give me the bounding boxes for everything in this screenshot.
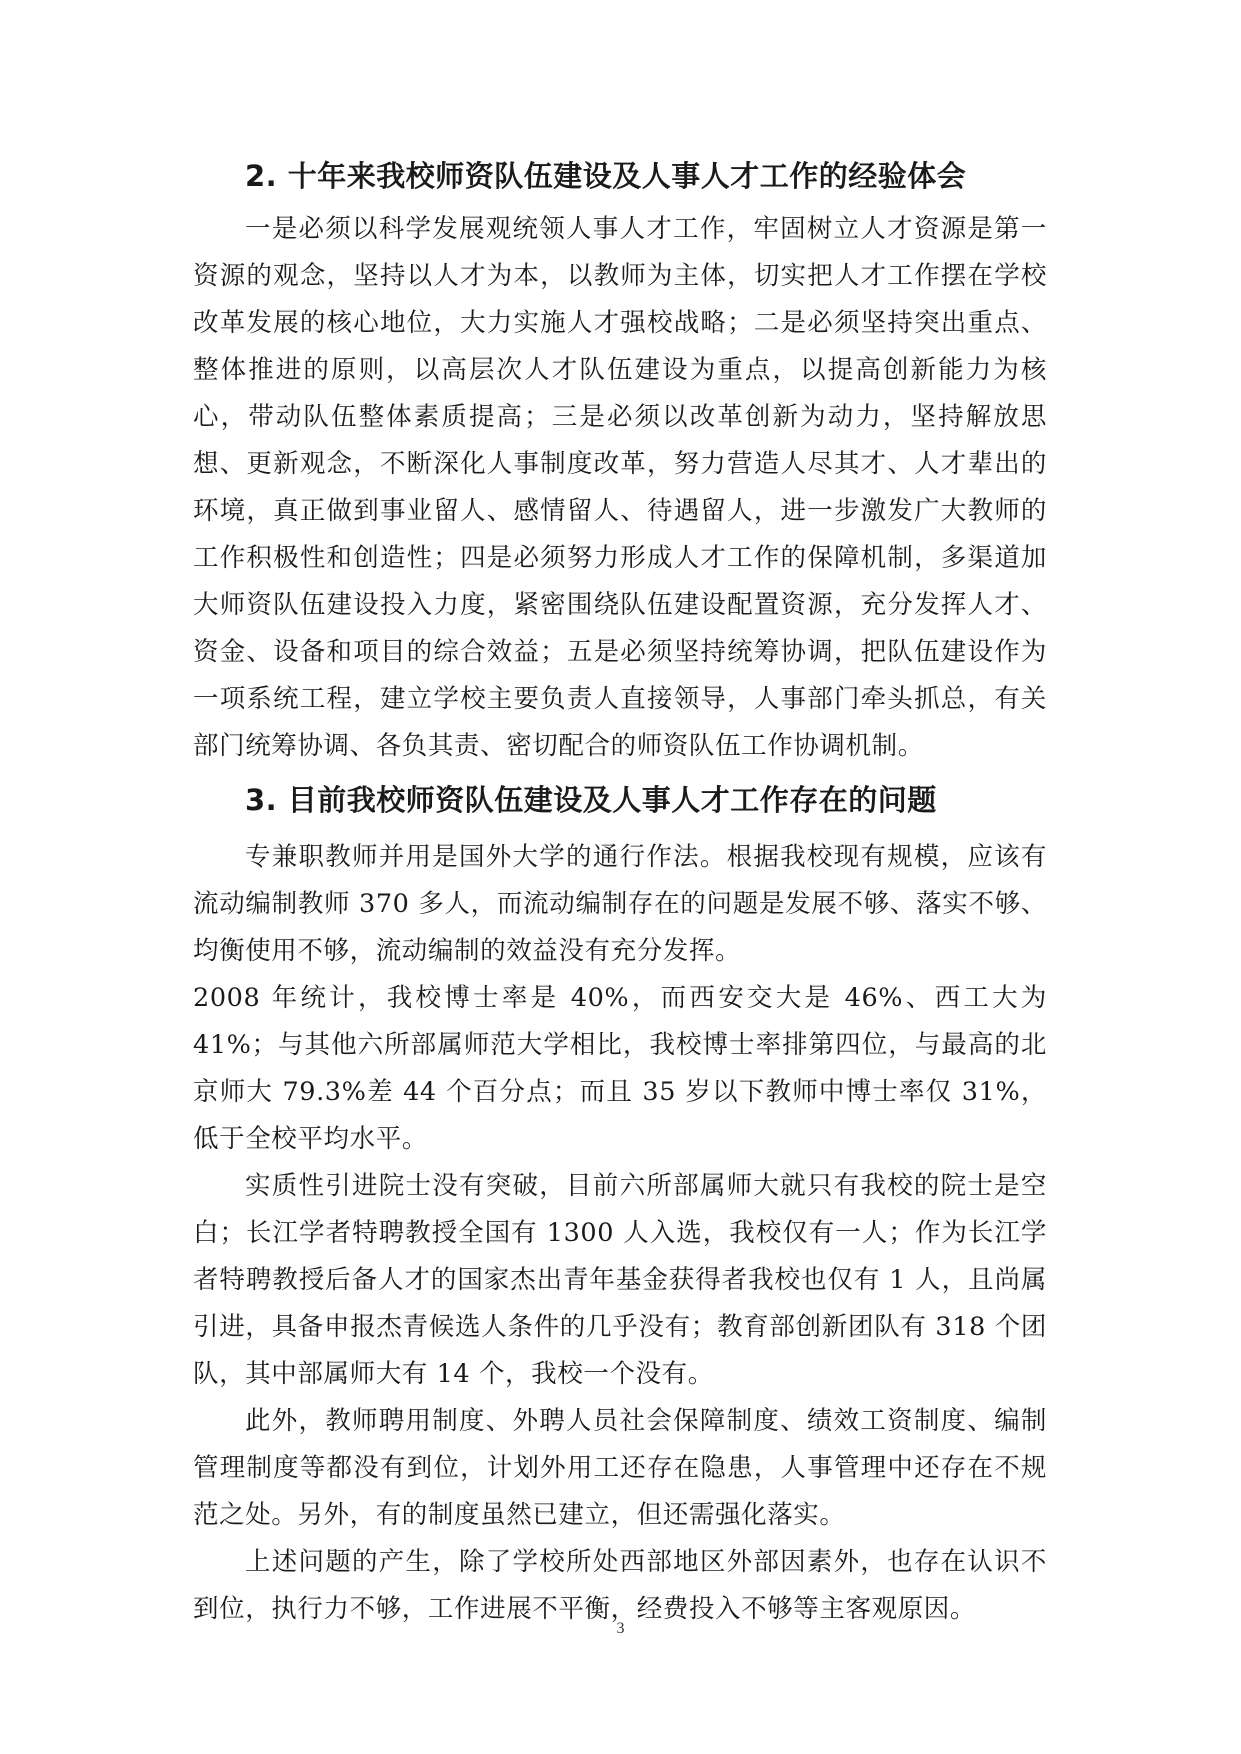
- page-number: 3: [616, 1620, 625, 1637]
- paragraph-institutional-issues: 此外，教师聘用制度、外聘人员社会保障制度、绩效工资制度、编制管理制度等都没有到位，计划外用工还存在隐患，人事管理中还存在不规范之处。另外，有的制度虽然已建立，但还需强化落实。: [193, 1406, 1047, 1530]
- paragraph-doctorate-rate: 2008 年统计，我校博士率是 40%，而西安交大是 46%、西工大为 41%；与其他六所部属师范大学相比，我校博士率排第四位，与最高的北京师大 79.3%差 44 个百分点；而且 35 岁以下教师中博士率仅 31%，低于全校平均水平。: [193, 983, 1047, 1154]
- paragraph-adjunct-teachers: 专兼职教师并用是国外大学的通行作法。根据我校现有规模，应该有流动编制教师 370 多人，而流动编制存在的问题是发展不够、落实不够、均衡使用不够，流动编制的效益没有充分发挥。: [193, 842, 1047, 966]
- paragraph-experience: 一是必须以科学发展观统领人事人才工作，牢固树立人才资源是第一资源的观念，坚持以人才为本，以教师为主体，切实把人才工作摆在学校改革发展的核心地位，大力实施人才强校战略；二是必须坚持突出重点、整体推进的原则，以高层次人才队伍建设为重点，以提高创新能力为核心，带动队伍整体素质提高；三是必须以改革创新为动力，坚持解放思想、更新观念，不断深化人事制度改革，努力营造人尽其才、人才辈出的环境，真正做到事业留人、感情留人、待遇留人，进一步激发广大教师的工作积极性和创造性；四是必须努力形成人才工作的保障机制，多渠道加大师资队伍建设投入力度，紧密围绕队伍建设配置资源，充分发挥人才、资金、设备和项目的综合效益；五是必须坚持统筹协调，把队伍建设作为一项系统工程，建立学校主要负责人直接领导，人事部门牵头抓总，有关部门统筹协调、各负其责、密切配合的师资队伍工作协调机制。: [193, 214, 1047, 761]
- section-heading-problems: 3. 目前我校师资队伍建设及人事人才工作存在的问题: [245, 783, 937, 817]
- paragraph-talent-gap: 实质性引进院士没有突破，目前六所部属师大就只有我校的院士是空白；长江学者特聘教授全国有 1300 人入选，我校仅有一人；作为长江学者特聘教授后备人才的国家杰出青年基金获得者我校也仅有 1 人，且尚属引进，具备申报杰青候选人条件的几乎没有；教育部创新团队有 318 个团队，其中部属师大有 14 个，我校一个没有。: [193, 1171, 1047, 1389]
- document-body: [193, 150, 1047, 1633]
- section-heading-experience: 2. 十年来我校师资队伍建设及人事人才工作的经验体会: [245, 159, 967, 193]
- paragraph-causes: 上述问题的产生，除了学校所处西部地区外部因素外，也存在认识不到位，执行力不够，工作进展不平衡，经费投入不够等主客观原因。: [193, 1547, 1047, 1624]
